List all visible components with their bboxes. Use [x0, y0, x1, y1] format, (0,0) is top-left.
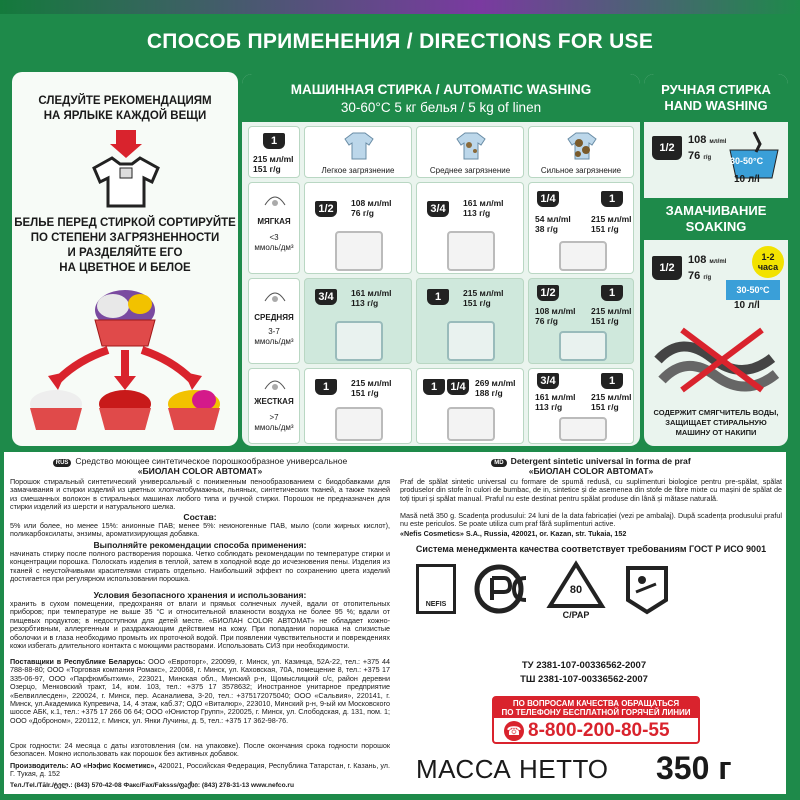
hotline-header [494, 698, 698, 718]
measuring-cup-icon: 1 [601, 191, 623, 207]
washing-machine-icon [559, 331, 607, 361]
laundry-sorting-icon [18, 280, 232, 440]
dose-g: 38 г/g [535, 224, 558, 234]
tu-code-1: ТУ 2381-107-00336562-2007 [521, 660, 647, 671]
tshirt-label-icon [80, 128, 172, 208]
hardness-hard-name: ЖЕСТКАЯ [254, 397, 294, 406]
auto-subheading: 30-60°C 5 кг белья / 5 kg of linen [340, 100, 542, 115]
sorting-panel [12, 72, 238, 446]
dose-g: 113 г/g [463, 208, 491, 218]
measuring-cup-icon: 1 [427, 289, 449, 305]
md-description: Praf de spălat sintetic universal cu formare de spumă redusă, cu suplimenturi biologice pentru pre-spălat, spălat produselor din stofe în culori de bumbac, de in, sintetice și de asemenea din stofe de fibre mixte cu mașini de spălat de toți tipuri și spălat manual. Praful nu este destinat pentru spălat produse din lână și mătase naturală. [400, 477, 782, 503]
dose-ml: 161 мл/ml [351, 288, 392, 298]
hand-ml-unit: мл/ml [709, 139, 727, 145]
sort-heading-1: БЕЛЬЕ ПЕРЕД СТИРКОЙ СОРТИРУЙТЕ [14, 217, 236, 229]
soil-medium-cell [416, 126, 524, 178]
rus-badge: RUS [53, 459, 72, 467]
measuring-cup-icon: 1/2 [652, 136, 682, 160]
washing-machine-icon [335, 321, 383, 361]
hotline-phone[interactable]: 8-800-200-80-55 [528, 720, 670, 741]
dose-ml: 215 мл/ml [351, 378, 392, 388]
soil-medium-label: Среднее загрязнение [429, 166, 511, 175]
hardness-hard-cell [248, 368, 300, 444]
washing-machine-icon [447, 231, 495, 271]
dose-cell-hard-medium [416, 368, 524, 444]
hardness-soft-cell [248, 182, 300, 274]
washing-machine-icon [447, 321, 495, 361]
soak-g: 76 [688, 270, 701, 282]
hand-washing-panel [644, 74, 788, 446]
measuring-cup-icon: 1 [423, 379, 445, 395]
hand-g: 76 [688, 150, 701, 162]
dose-ml: 215 мл/ml [463, 288, 504, 298]
eac-tidy-icon [622, 562, 672, 618]
dose-cell-soft-heavy [528, 182, 634, 274]
soak-time: 1-2 [761, 252, 775, 262]
tshirt-medium-icon [455, 131, 487, 161]
base-g: 151 г/g [253, 164, 281, 174]
hand-heading-2: HAND WASHING [664, 98, 768, 113]
auto-heading: МАШИННАЯ СТИРКА / AUTOMATIC WASHING [290, 82, 592, 97]
rus-composition: 5% или более, но менее 15%: анионные ПАВ; менее 5%: неионогенные ПАВ, мыло (соли жирных кислот), поликарбоксилаты, энзимы, ароматизирующая добавка. [10, 521, 390, 539]
soak-heading-box [644, 198, 788, 240]
soak-ml-unit: мл/ml [709, 259, 727, 265]
tu-code-2: ТШ 2381-107-00336562-2007 [520, 674, 648, 685]
tshirt-light-icon [343, 131, 375, 161]
dose-g-2: 151 г/g [591, 316, 619, 326]
soak-time-badge [752, 246, 784, 278]
soak-temp: 30-50°C [726, 280, 780, 300]
hardness-hard-value: >7 [269, 413, 279, 422]
dose-ml-2: 215 мл/ml [591, 214, 632, 224]
soak-heading-2: SOAKING [685, 219, 747, 234]
hand-temp: 30-50°C [730, 156, 764, 166]
dose-ml: 108 мл/ml [535, 306, 576, 316]
hardness-medium-name: СРЕДНЯЯ [254, 313, 294, 322]
page-title: СПОСОБ ПРИМЕНЕНИЯ / DIRECTIONS FOR USE [146, 30, 654, 53]
phone-icon: ☎ [504, 721, 524, 741]
info-panel [4, 452, 786, 794]
soak-note-2: ЗАЩИЩАЕТ СТИРАЛЬНУЮ [665, 418, 767, 427]
hardness-medium-cell [248, 278, 300, 364]
dose-cell-medium-medium [416, 278, 524, 364]
dose-ml: 161 мл/ml [535, 392, 576, 402]
care-label-heading-2: НА ЯРЛЫКЕ КАЖДОЙ ВЕЩИ [43, 110, 207, 122]
rus-rec: начинать стирку после полного растворения порошка. Четко соблюдать рекомендации по температуре стирки и концентрации порошка. Полоскать изделия в теплой, затем в холодной воде до исчезновения пены. Изделия из тканей с неустойчивыми красителями стирать отдельно. Наибольший эффект по сохранению цвета изделий достигается при регулярном использовании порошка. [10, 549, 390, 584]
dose-g: 76 г/g [351, 208, 374, 218]
dose-ml-2: 215 мл/ml [591, 392, 632, 402]
top-decor-strip [0, 0, 800, 14]
soak-volume: 10 л/l [734, 300, 760, 311]
base-dose-cell [248, 126, 300, 178]
soil-heavy-cell [528, 126, 634, 178]
rus-composition-title: Состав: [183, 512, 217, 522]
soil-light-label: Легкое загрязнение [321, 166, 395, 175]
dose-g: 188 г/g [475, 388, 503, 398]
md-maker: «Nefis Cosmetics» S.A., Russia, 420021, or. Kazan, str. Tukaia, 152 [400, 529, 627, 538]
md-head: Detergent sintetic universal în forma de praf [510, 456, 691, 466]
pct-certification-icon [474, 564, 534, 614]
measuring-cup-icon: 1 [601, 285, 623, 301]
hardness-medium-value: 3-7 [268, 327, 280, 336]
water-drop-icon [261, 189, 289, 209]
quality-statement: Система менеджмента качества соответствует требованиям ГОСТ Р ИСО 9001 [415, 544, 767, 554]
washing-machine-icon [559, 241, 607, 271]
water-drop-icon [261, 373, 289, 393]
measuring-cup-icon: 1/2 [652, 256, 682, 280]
rus-shelf-life: Срок годности: 24 месяца с даты изготовления (см. на упаковке). После окончания срока годности порошок безопасен. Можно использовать как порошок без активных добавок. [10, 741, 390, 759]
measuring-cup-icon: 1/2 [315, 201, 337, 217]
measuring-cup-icon: 1 [315, 379, 337, 395]
dose-cell-soft-medium [416, 182, 524, 274]
sort-heading-2: ПО СТЕПЕНИ ЗАГРЯЗНЕННОСТИ [30, 232, 220, 244]
measuring-cup-icon: 1/4 [537, 191, 559, 207]
soak-heading-1: ЗАМАЧИВАНИЕ [665, 203, 767, 218]
rus-rec-title: Выполняйте рекомендации способа применения: [93, 540, 307, 550]
dose-ml: 108 мл/ml [351, 198, 392, 208]
dose-ml-2: 215 мл/ml [591, 306, 632, 316]
dose-g: 113 г/g [535, 402, 563, 412]
rus-phone: Тел./Тel./Tălr./ტელ.: (843) 570-42-08 Факс/Fax/Faksss/ფაქსი: (843) 278-31-13 www.nefco.ru [10, 782, 295, 789]
dose-cell-hard-light [304, 368, 412, 444]
measuring-cup-icon: 3/4 [537, 373, 559, 389]
measuring-cup-icon: 3/4 [427, 201, 449, 217]
hardness-soft-name: МЯГКАЯ [257, 217, 291, 226]
washing-machine-icon [335, 231, 383, 271]
hardness-medium-unit: ммоль/дм³ [254, 337, 294, 346]
measuring-cup-icon: 3/4 [315, 289, 337, 305]
md-brand: «БИОЛАН COLOR АВТОМАТ» [528, 466, 654, 476]
hardness-hard-unit: ммоль/дм³ [254, 423, 294, 432]
recycle-code: C/PAP [562, 610, 590, 620]
measuring-cup-icon: 1/4 [447, 379, 469, 395]
md-mass: Masă netă 350 g. Scadența produsului: 24 luni de la data fabricației (vezi pe ambalaj). După scadența produsului praful nu este periculos. Se poate utiliza cum praf fără suplimenturi active. [400, 511, 782, 529]
rus-suppliers: ООО «Евроторг», 220099, г. Минск, ул. Казинца, 52А-22, тел.: +375 44 788-88-80; ООО «Торговая компания Ромакс», 220068, г. Минск, ул. Каховская, 70А, помещение 8, тел.: +375 17 335-06-97, ООО «Парфюмбытхим», 223021, Минская обл., Минский р-н, Щомыслицкий с/с, район деревни Озерцо, Менковский тракт, 14, ком. 103, тел.: +375 17 3578632; Иностранное унитарное предприятие «Белвиллесден», 220024, г. Минск, пер. Асаналиева, 3-20, тел.: +375172075040; ООО «Сальвия», 220141, г. Минск, ул.Академика Купревича, 14, 4 этаж, каб.37; ОДО «Виталюр», 223010, Минский р-н, 9-ый км Московского шоссе АБК, к.1, тел.: +375 17 266 06 64; ООО «Юнистор Групп», 220025, г. Минск, ул. Слободская, д. 131, пом. 1; ООО «Доброном», 220112, г. Минск, ул. Янки Лучины, д. 5, тел.: +375 17 362-98-76. [10, 657, 390, 725]
soak-note-1: СОДЕРЖИТ СМЯГЧИТЕЛЬ ВОДЫ, [653, 408, 779, 417]
net-mass-value: 350 г [656, 750, 732, 786]
sort-heading-4: НА ЦВЕТНОЕ И БЕЛОЕ [59, 262, 191, 274]
net-mass-label: МАССА НЕТТО [416, 754, 609, 784]
rus-maker: 420021, Российская Федерация, Республика Татарстан, г. Казань, ул. Г. Тукая, д. 152 [10, 761, 391, 779]
hand-heading-box [644, 74, 788, 122]
rus-brand: «БИОЛАН COLOR АВТОМАТ» [137, 466, 263, 476]
dose-g-2: 151 г/g [591, 224, 619, 234]
soil-heavy-label: Сильное загрязнение [540, 166, 622, 175]
hand-heading-1: РУЧНАЯ СТИРКА [661, 82, 771, 97]
care-label-heading-1: СЛЕДУЙТЕ РЕКОМЕНДАЦИЯМ [38, 95, 212, 107]
dose-g: 76 г/g [535, 316, 558, 326]
dose-g: 113 г/g [351, 298, 379, 308]
hotline-line1: ПО ВОПРОСАМ КАЧЕСТВА ОБРАЩАТЬСЯ [512, 699, 680, 708]
soak-time-unit: часа [757, 262, 779, 272]
automatic-washing-panel [242, 74, 640, 446]
rus-suppliers-title: Поставщики в Республике Беларусь: [10, 657, 146, 666]
nefis-text: NEFIS [425, 601, 447, 608]
measuring-cup-icon: 1/2 [537, 285, 559, 301]
dose-g: 151 г/g [351, 388, 379, 398]
water-drop-icon [261, 285, 289, 305]
md-badge: MD [491, 459, 506, 467]
hotline-box [492, 696, 700, 744]
hotline-line2: ПО ТЕЛЕФОНУ БЕСПЛАТНОЙ ГОРЯЧЕЙ ЛИНИИ [501, 708, 691, 717]
dose-ml: 161 мл/ml [463, 198, 504, 208]
washing-machine-icon [335, 407, 383, 441]
rus-head: Средство моющее синтетическое порошкообразное универсальное [75, 456, 348, 466]
nefis-logo [416, 564, 456, 614]
soak-note-3: МАШИНУ ОТ НАКИПИ [675, 428, 757, 437]
dose-g-2: 151 г/g [591, 402, 619, 412]
washing-machine-icon [447, 407, 495, 441]
rus-storage: хранить в сухом помещении, предохраняя от влаги и прямых солнечных лучей, вдали от отопительных приборов; при температуре не выше 35 °С и относительной влажности воздуха не более 95 %; вдали от пищевых продуктов; в недоступном для детей месте. «БИОЛАН COLOR АВТОМАТ» не обладает кожно-резорбтивным, аллергенным и раздражающим действием на кожу. При попадании порошка на слизистые оболочки и в глаза необходимо промыть их проточной водой. При появлении чувствительности и повреждениях кожи избегать длительного контакта с моющими растворами. Использовать СИЗ при необходимости. [10, 599, 390, 651]
sort-heading-3: И РАЗДЕЛЯЙТЕ ЕГО [67, 247, 183, 259]
measuring-cup-icon: 1 [601, 373, 623, 389]
rus-description: Порошок стиральный синтетический универсальный с пониженным пенообразованием с биодобавками для замачивания и стирки изделий из цветных хлопчатобумажных, льняных, синтетических тканей, а также тканей из смешанных волокон в стиральных машинах любого типа и ручной стирки. Порошок не предназначен для стирки изделий из шерсти и натурального шелка. [10, 477, 390, 512]
soak-ml: 108 [688, 254, 707, 266]
dose-cell-medium-heavy [528, 278, 634, 364]
washing-machine-icon [559, 417, 607, 441]
hardness-soft-unit: ммоль/дм³ [254, 243, 294, 252]
dose-g: 151 г/g [463, 298, 491, 308]
tshirt-heavy-icon [566, 131, 598, 161]
hand-ml: 108 [688, 134, 707, 146]
dose-ml: 269 мл/ml [475, 378, 516, 388]
measuring-cup-icon: 1 [263, 133, 285, 149]
dose-ml: 54 мл/ml [535, 214, 571, 224]
dose-cell-hard-heavy [528, 368, 634, 444]
soak-g-unit: г/g [703, 275, 712, 281]
hand-g-unit: г/g [703, 155, 712, 161]
no-scale-heater-icon [652, 324, 780, 396]
rus-storage-title: Условия безопасного хранения и использования: [93, 590, 307, 600]
dose-cell-medium-light [304, 278, 412, 364]
hardness-soft-value: <3 [269, 233, 279, 242]
recycle-number: 80 [569, 584, 583, 596]
base-ml: 215 мл/ml [253, 154, 294, 164]
hand-volume: 10 л/l [734, 174, 760, 185]
dose-cell-soft-light [304, 182, 412, 274]
soil-light-cell [304, 126, 412, 178]
rus-maker-title: Производитель: АО «Нэфис Косметикс», [10, 761, 157, 770]
